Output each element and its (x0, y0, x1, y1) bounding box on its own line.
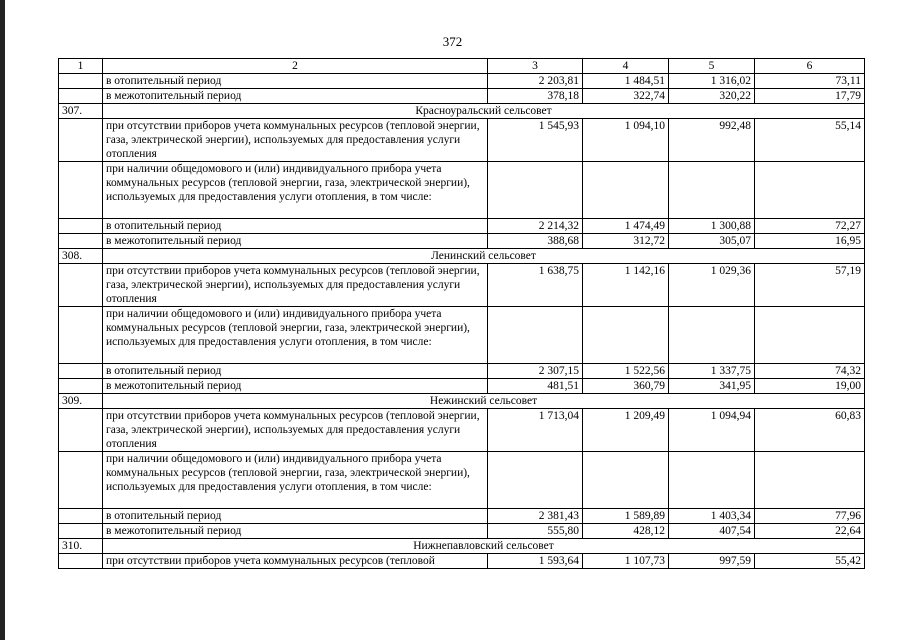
value-col-6: 55,42 (755, 554, 865, 569)
table-row (59, 554, 865, 569)
value-col-4: 1 484,51 (583, 74, 669, 89)
value-col-3: 1 593,64 (488, 554, 583, 569)
value-col-5: 1 403,34 (669, 509, 755, 524)
value-col-6: 16,95 (755, 234, 865, 249)
page-number: 372 (442, 34, 463, 49)
value-col-6: 60,83 (755, 409, 865, 452)
value-col-3: 555,80 (488, 524, 583, 539)
section-name: Ленинский сельсовет (103, 249, 865, 264)
value-col-4: 1 522,56 (583, 364, 669, 379)
row-label: при наличии общедомового и (или) индивидуального прибора учета коммунальных ресурсов (тепловой энергии, газа, электрической энергии), используемых для предоставления услуги отопления, в том числе: (103, 452, 488, 509)
tariff-table (58, 58, 865, 569)
header-col-3: 3 (488, 59, 583, 74)
value-col-6: 74,32 (755, 364, 865, 379)
value-col-5: 320,22 (669, 89, 755, 104)
table-row (59, 89, 865, 104)
value-col-5: 341,95 (669, 379, 755, 394)
value-col-5: 407,54 (669, 524, 755, 539)
header-col-4: 4 (583, 59, 669, 74)
section-number: 307. (59, 104, 103, 119)
table-row (59, 234, 865, 249)
value-col-3: 2 203,81 (488, 74, 583, 89)
value-col-6: 72,27 (755, 219, 865, 234)
header-col-6: 6 (755, 59, 865, 74)
value-col-6: 19,00 (755, 379, 865, 394)
row-label: при отсутствии приборов учета коммунальных ресурсов (тепловой энергии, газа, электрической энергии), используемых для предоставления услуги отопления (103, 264, 488, 307)
value-col-3: 2 381,43 (488, 509, 583, 524)
header-col-2: 2 (103, 59, 488, 74)
section-header-row (59, 539, 865, 554)
section-number: 310. (59, 539, 103, 554)
value-col-6: 22,64 (755, 524, 865, 539)
value-col-3: 1 638,75 (488, 264, 583, 307)
value-col-4: 312,72 (583, 234, 669, 249)
table-row (59, 524, 865, 539)
table-row (59, 119, 865, 162)
row-label: в отопительный период (103, 364, 488, 379)
value-col-4: 1 474,49 (583, 219, 669, 234)
value-col-4: 322,74 (583, 89, 669, 104)
row-label: при отсутствии приборов учета коммунальных ресурсов (тепловой (103, 554, 488, 569)
row-label: в отопительный период (103, 219, 488, 234)
section-name: Нижнепавловский сельсовет (103, 539, 865, 554)
table-row (59, 379, 865, 394)
value-col-4: 428,12 (583, 524, 669, 539)
section-header-row (59, 249, 865, 264)
table-row (59, 409, 865, 452)
table-row (59, 509, 865, 524)
header-col-1: 1 (59, 59, 103, 74)
value-col-3: 378,18 (488, 89, 583, 104)
value-col-5: 305,07 (669, 234, 755, 249)
value-col-5: 992,48 (669, 119, 755, 162)
value-col-4: 1 107,73 (583, 554, 669, 569)
value-col-6: 17,79 (755, 89, 865, 104)
value-col-3: 388,68 (488, 234, 583, 249)
table-row (59, 162, 865, 219)
section-number: 308. (59, 249, 103, 264)
value-col-4: 1 094,10 (583, 119, 669, 162)
row-label: в межотопительный период (103, 379, 488, 394)
value-col-5: 1 029,36 (669, 264, 755, 307)
header-row (59, 59, 865, 74)
section-header-row (59, 104, 865, 119)
section-name: Нежинский сельсовет (103, 394, 865, 409)
scan-edge-bar (0, 0, 5, 640)
value-col-6: 77,96 (755, 509, 865, 524)
value-col-5: 997,59 (669, 554, 755, 569)
table-row (59, 452, 865, 509)
section-header-row (59, 394, 865, 409)
value-col-5: 1 094,94 (669, 409, 755, 452)
table-row (59, 219, 865, 234)
value-col-4: 1 209,49 (583, 409, 669, 452)
value-col-4: 360,79 (583, 379, 669, 394)
table-row (59, 364, 865, 379)
value-col-3: 481,51 (488, 379, 583, 394)
section-name: Красноуральский сельсовет (103, 104, 865, 119)
row-label: в отопительный период (103, 509, 488, 524)
row-label: в отопительный период (103, 74, 488, 89)
value-col-3: 1 545,93 (488, 119, 583, 162)
row-label: при отсутствии приборов учета коммунальных ресурсов (тепловой энергии, газа, электрической энергии), используемых для предоставления услуги отопления (103, 409, 488, 452)
value-col-5: 1 316,02 (669, 74, 755, 89)
table-row (59, 307, 865, 364)
row-label: в межотопительный период (103, 89, 488, 104)
value-col-3: 2 307,15 (488, 364, 583, 379)
table-row (59, 74, 865, 89)
section-number: 309. (59, 394, 103, 409)
value-col-4: 1 589,89 (583, 509, 669, 524)
value-col-6: 55,14 (755, 119, 865, 162)
value-col-6: 73,11 (755, 74, 865, 89)
value-col-4: 1 142,16 (583, 264, 669, 307)
value-col-5: 1 337,75 (669, 364, 755, 379)
row-label: в межотопительный период (103, 524, 488, 539)
value-col-5: 1 300,88 (669, 219, 755, 234)
row-label: при наличии общедомового и (или) индивидуального прибора учета коммунальных ресурсов (тепловой энергии, газа, электрической энергии), используемых для предоставления услуги отопления, в том числе: (103, 162, 488, 219)
row-label: при наличии общедомового и (или) индивидуального прибора учета коммунальных ресурсов (тепловой энергии, газа, электрической энергии), используемых для предоставления услуги отопления, в том числе: (103, 307, 488, 364)
row-label: при отсутствии приборов учета коммунальных ресурсов (тепловой энергии, газа, электрической энергии), используемых для предоставления услуги отопления (103, 119, 488, 162)
value-col-3: 2 214,32 (488, 219, 583, 234)
value-col-3: 1 713,04 (488, 409, 583, 452)
table-row (59, 264, 865, 307)
row-label: в межотопительный период (103, 234, 488, 249)
header-col-5: 5 (669, 59, 755, 74)
value-col-6: 57,19 (755, 264, 865, 307)
